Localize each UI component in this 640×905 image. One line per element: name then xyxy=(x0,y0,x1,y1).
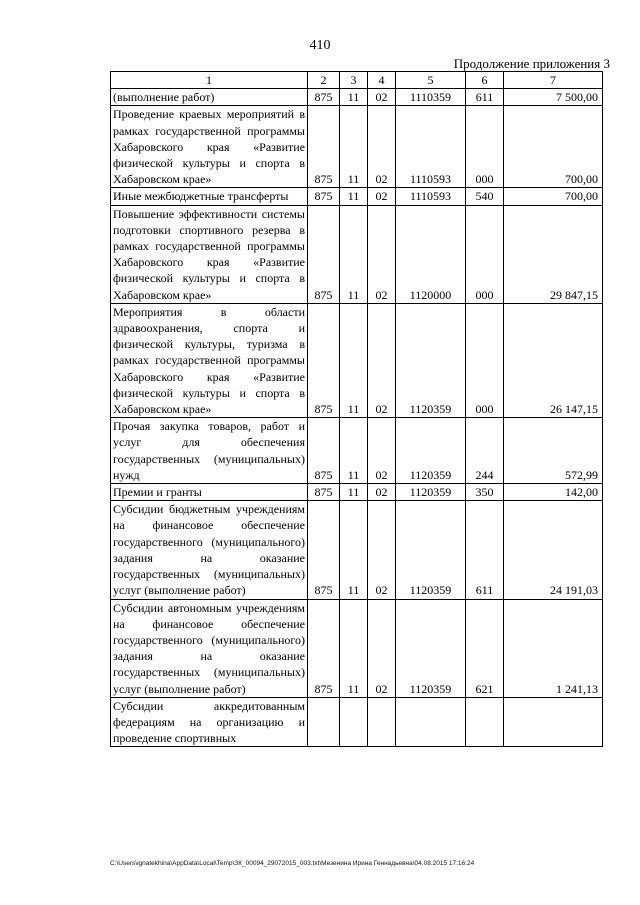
cell-ministry: 875 xyxy=(308,303,340,417)
table-row xyxy=(111,89,603,106)
row-name: Мероприятия в области здравоохранения, спорта и физической культуры, туризма в рамках государственной программы Хабаровского края «Развитие физической культуры и спорта в Хабаровском крае» xyxy=(111,303,308,417)
continuation-label: Продолжение приложения 3 xyxy=(453,56,610,71)
cell-amount xyxy=(504,697,603,747)
row-name: Проведение краевых мероприятий в рамках государственной программы Хабаровского края «Развитие физической культуры и спорта в Хабаровском крае» xyxy=(111,106,308,188)
cell-amount: 29 847,15 xyxy=(504,205,603,303)
footer-file-path: C:\Users\ignatekhina\AppData\Local\Temp\ЗК_00094_29072015_003.txt\Мезенина Ирина Геннадьевна\04.08.2015 17:16:24 xyxy=(110,860,475,867)
cell-target-article: 1120359 xyxy=(396,599,466,697)
cell-section: 11 xyxy=(340,418,368,484)
cell-target-article: 1120359 xyxy=(396,501,466,599)
cell-amount: 700,00 xyxy=(504,188,603,205)
cell-amount: 24 191,03 xyxy=(504,501,603,599)
cell-subsection: 02 xyxy=(368,205,396,303)
row-name: (выполнение работ) xyxy=(111,89,308,106)
cell-expense-type: 000 xyxy=(466,205,504,303)
cell-target-article: 1120359 xyxy=(396,303,466,417)
header-cell: 4 xyxy=(368,72,396,89)
cell-section: 11 xyxy=(340,599,368,697)
cell-target-article: 1110359 xyxy=(396,89,466,106)
cell-ministry: 875 xyxy=(308,205,340,303)
cell-amount: 572,99 xyxy=(504,418,603,484)
cell-amount: 700,00 xyxy=(504,106,603,188)
header-cell: 6 xyxy=(466,72,504,89)
cell-section: 11 xyxy=(340,89,368,106)
row-name: Субсидии бюджетным учреждениям на финансовое обеспечение государственного (муниципального) задания на оказание государственных (муниципальных) услуг (выполнение работ) xyxy=(111,501,308,599)
row-name: Субсидии автономным учреждениям на финансовое обеспечение государственного (муниципального) задания на оказание государственных (муниципальных) услуг (выполнение работ) xyxy=(111,599,308,697)
cell-subsection: 02 xyxy=(368,188,396,205)
header-row xyxy=(111,72,603,89)
cell-subsection: 02 xyxy=(368,106,396,188)
cell-expense-type: 350 xyxy=(466,484,504,501)
cell-ministry xyxy=(308,697,340,747)
row-name: Прочая закупка товаров, работ и услуг для обеспечения государственных (муниципальных) нужд xyxy=(111,418,308,484)
table-row xyxy=(111,205,603,303)
cell-expense-type: 621 xyxy=(466,599,504,697)
cell-section xyxy=(340,697,368,747)
cell-amount: 142,00 xyxy=(504,484,603,501)
header-cell: 1 xyxy=(111,72,308,89)
cell-target-article: 1120359 xyxy=(396,484,466,501)
table-row xyxy=(111,188,603,205)
cell-subsection: 02 xyxy=(368,599,396,697)
cell-section: 11 xyxy=(340,205,368,303)
cell-amount: 26 147,15 xyxy=(504,303,603,417)
cell-expense-type: 244 xyxy=(466,418,504,484)
cell-expense-type: 000 xyxy=(466,106,504,188)
row-name: Премии и гранты xyxy=(111,484,308,501)
cell-section: 11 xyxy=(340,106,368,188)
table-row xyxy=(111,484,603,501)
cell-target-article: 1110593 xyxy=(396,106,466,188)
row-name: Повышение эффективности системы подготовки спортивного резерва в рамках государственной программы Хабаровского края «Развитие физической культуры и спорта в Хабаровском крае» xyxy=(111,205,308,303)
cell-ministry: 875 xyxy=(308,599,340,697)
cell-ministry: 875 xyxy=(308,89,340,106)
cell-subsection: 02 xyxy=(368,89,396,106)
cell-ministry: 875 xyxy=(308,484,340,501)
cell-amount: 7 500,00 xyxy=(504,89,603,106)
table-row xyxy=(111,418,603,484)
cell-expense-type: 000 xyxy=(466,303,504,417)
table-row xyxy=(111,303,603,417)
cell-target-article: 1110593 xyxy=(396,188,466,205)
header-cell: 5 xyxy=(396,72,466,89)
row-name: Субсидии аккредитованным федерациям на организацию и проведение спортивных xyxy=(111,697,308,747)
header-cell: 3 xyxy=(340,72,368,89)
cell-target-article: 1120359 xyxy=(396,418,466,484)
table-row xyxy=(111,501,603,599)
cell-section: 11 xyxy=(340,188,368,205)
cell-expense-type: 611 xyxy=(466,501,504,599)
cell-subsection: 02 xyxy=(368,303,396,417)
header-cell: 2 xyxy=(308,72,340,89)
cell-target-article: 1120000 xyxy=(396,205,466,303)
table-row xyxy=(111,697,603,747)
cell-expense-type xyxy=(466,697,504,747)
cell-subsection: 02 xyxy=(368,418,396,484)
budget-table xyxy=(110,71,603,747)
cell-subsection xyxy=(368,697,396,747)
page-number: 410 xyxy=(309,38,331,53)
header-cell: 7 xyxy=(504,72,603,89)
cell-target-article xyxy=(396,697,466,747)
cell-subsection: 02 xyxy=(368,484,396,501)
cell-section: 11 xyxy=(340,484,368,501)
cell-expense-type: 611 xyxy=(466,89,504,106)
table-row xyxy=(111,106,603,188)
cell-section: 11 xyxy=(340,501,368,599)
cell-amount: 1 241,13 xyxy=(504,599,603,697)
cell-section: 11 xyxy=(340,303,368,417)
row-name: Иные межбюджетные трансферты xyxy=(111,188,308,205)
cell-ministry: 875 xyxy=(308,188,340,205)
cell-ministry: 875 xyxy=(308,106,340,188)
table-row xyxy=(111,599,603,697)
cell-expense-type: 540 xyxy=(466,188,504,205)
cell-subsection: 02 xyxy=(368,501,396,599)
cell-ministry: 875 xyxy=(308,501,340,599)
cell-ministry: 875 xyxy=(308,418,340,484)
